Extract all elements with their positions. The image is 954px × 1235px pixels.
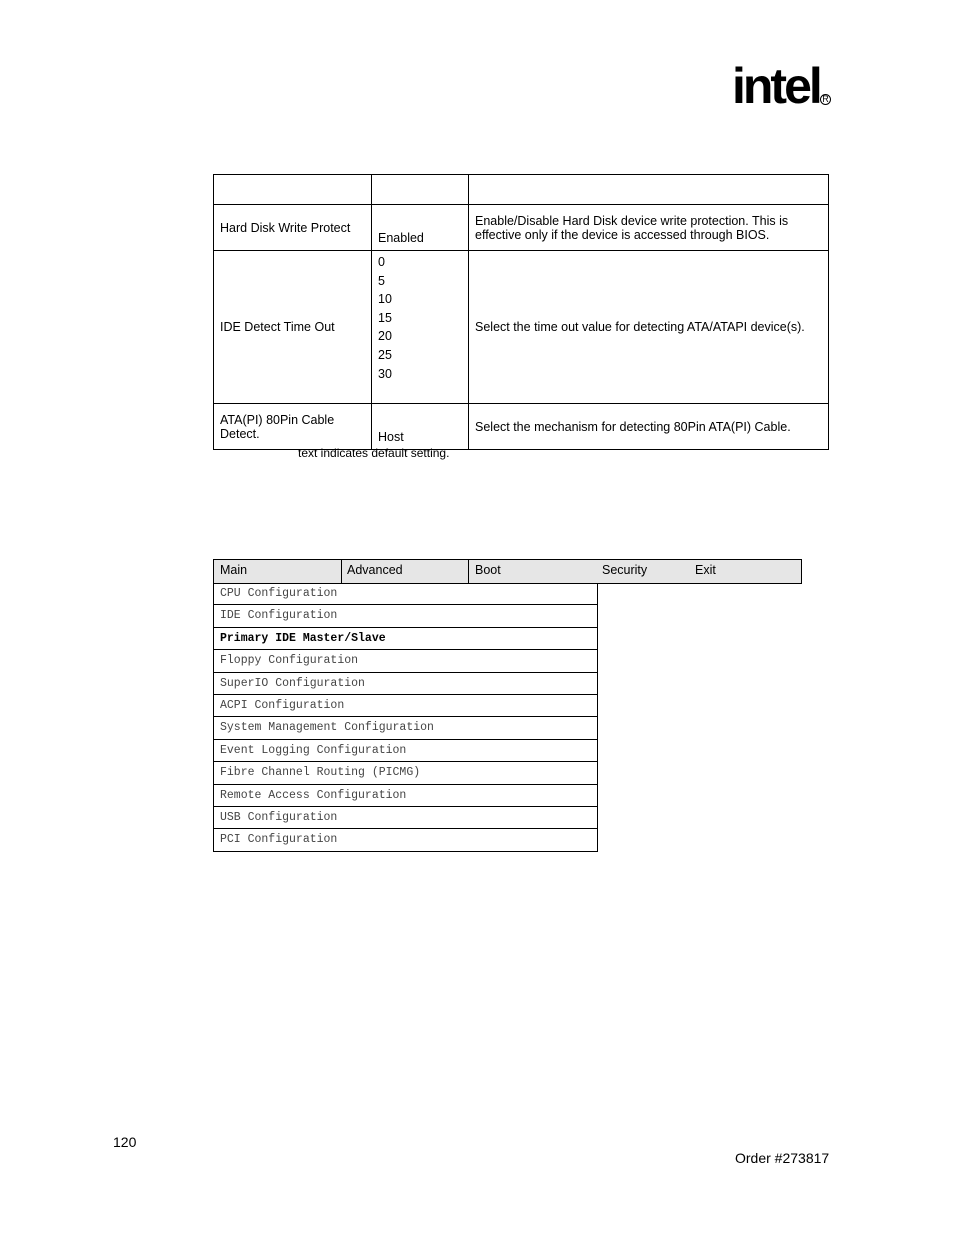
tab-advanced[interactable]: Advanced: [347, 563, 403, 577]
option-value: 25: [378, 347, 392, 362]
tab-divider: [341, 560, 342, 583]
tab-exit[interactable]: Exit: [695, 563, 716, 577]
tab-security[interactable]: Security: [602, 563, 648, 577]
bios-menu-bar: [213, 559, 802, 584]
table-row: [214, 251, 829, 404]
option-value: 20: [378, 329, 392, 344]
default-setting-note: text indicates default setting.: [298, 446, 450, 460]
advanced-menu-list: [213, 583, 598, 852]
table-header-row: [214, 175, 829, 205]
menu-item-remote-access-configuration[interactable]: Remote Access Configuration: [214, 785, 597, 807]
menu-item-acpi-configuration[interactable]: ACPI Configuration: [214, 695, 597, 717]
table-row: [214, 404, 829, 450]
menu-item-ide-configuration[interactable]: IDE Configuration: [214, 605, 597, 627]
header-cell-option: [214, 175, 372, 205]
menu-item-floppy-configuration[interactable]: Floppy Configuration: [214, 650, 597, 672]
option-description: Select the mechanism for detecting 80Pin ATA(PI) Cable.: [469, 404, 829, 450]
table-row: [214, 205, 829, 251]
option-value: 30: [378, 366, 392, 381]
tab-main[interactable]: Main: [220, 563, 248, 577]
option-value: Enabled: [372, 205, 469, 251]
tab-boot[interactable]: Boot: [475, 563, 501, 577]
option-values: [372, 251, 469, 404]
option-value: 0: [378, 255, 385, 269]
header-cell-description: [469, 175, 829, 205]
menu-item-event-logging-configuration[interactable]: Event Logging Configuration: [214, 740, 597, 762]
menu-item-fibre-channel-routing[interactable]: Fibre Channel Routing (PICMG): [214, 762, 597, 784]
menu-item-usb-configuration[interactable]: USB Configuration: [214, 807, 597, 829]
option-description: Enable/Disable Hard Disk device write protection. This is effective only if the device is accessed through BIOS.: [469, 205, 829, 251]
menu-item-system-management-configuration[interactable]: System Management Configuration: [214, 717, 597, 739]
option-value: Host: [372, 404, 469, 450]
order-number: Order #273817: [735, 1150, 830, 1166]
tab-divider: [468, 560, 469, 583]
menu-item-primary-ide-master-slave[interactable]: Primary IDE Master/Slave: [214, 628, 597, 650]
menu-item-pci-configuration[interactable]: PCI Configuration: [214, 829, 597, 851]
option-description: Select the time out value for detecting ATA/ATAPI device(s).: [469, 251, 829, 404]
registered-mark-icon: R: [820, 94, 831, 105]
option-name: ATA(PI) 80Pin Cable Detect.: [214, 404, 372, 450]
option-name: IDE Detect Time Out: [214, 251, 372, 404]
option-value: 10: [378, 292, 392, 307]
header-cell-value: [372, 175, 469, 205]
menu-item-cpu-configuration[interactable]: CPU Configuration: [214, 583, 597, 605]
option-name: Hard Disk Write Protect: [214, 205, 372, 251]
logo-wordmark: intel: [732, 58, 820, 114]
option-value: 15: [378, 310, 392, 325]
options-table: [213, 174, 829, 450]
intel-logo: [732, 58, 832, 118]
option-value: 5: [378, 273, 385, 288]
page-number: 120: [113, 1134, 137, 1150]
menu-item-superio-configuration[interactable]: SuperIO Configuration: [214, 673, 597, 695]
